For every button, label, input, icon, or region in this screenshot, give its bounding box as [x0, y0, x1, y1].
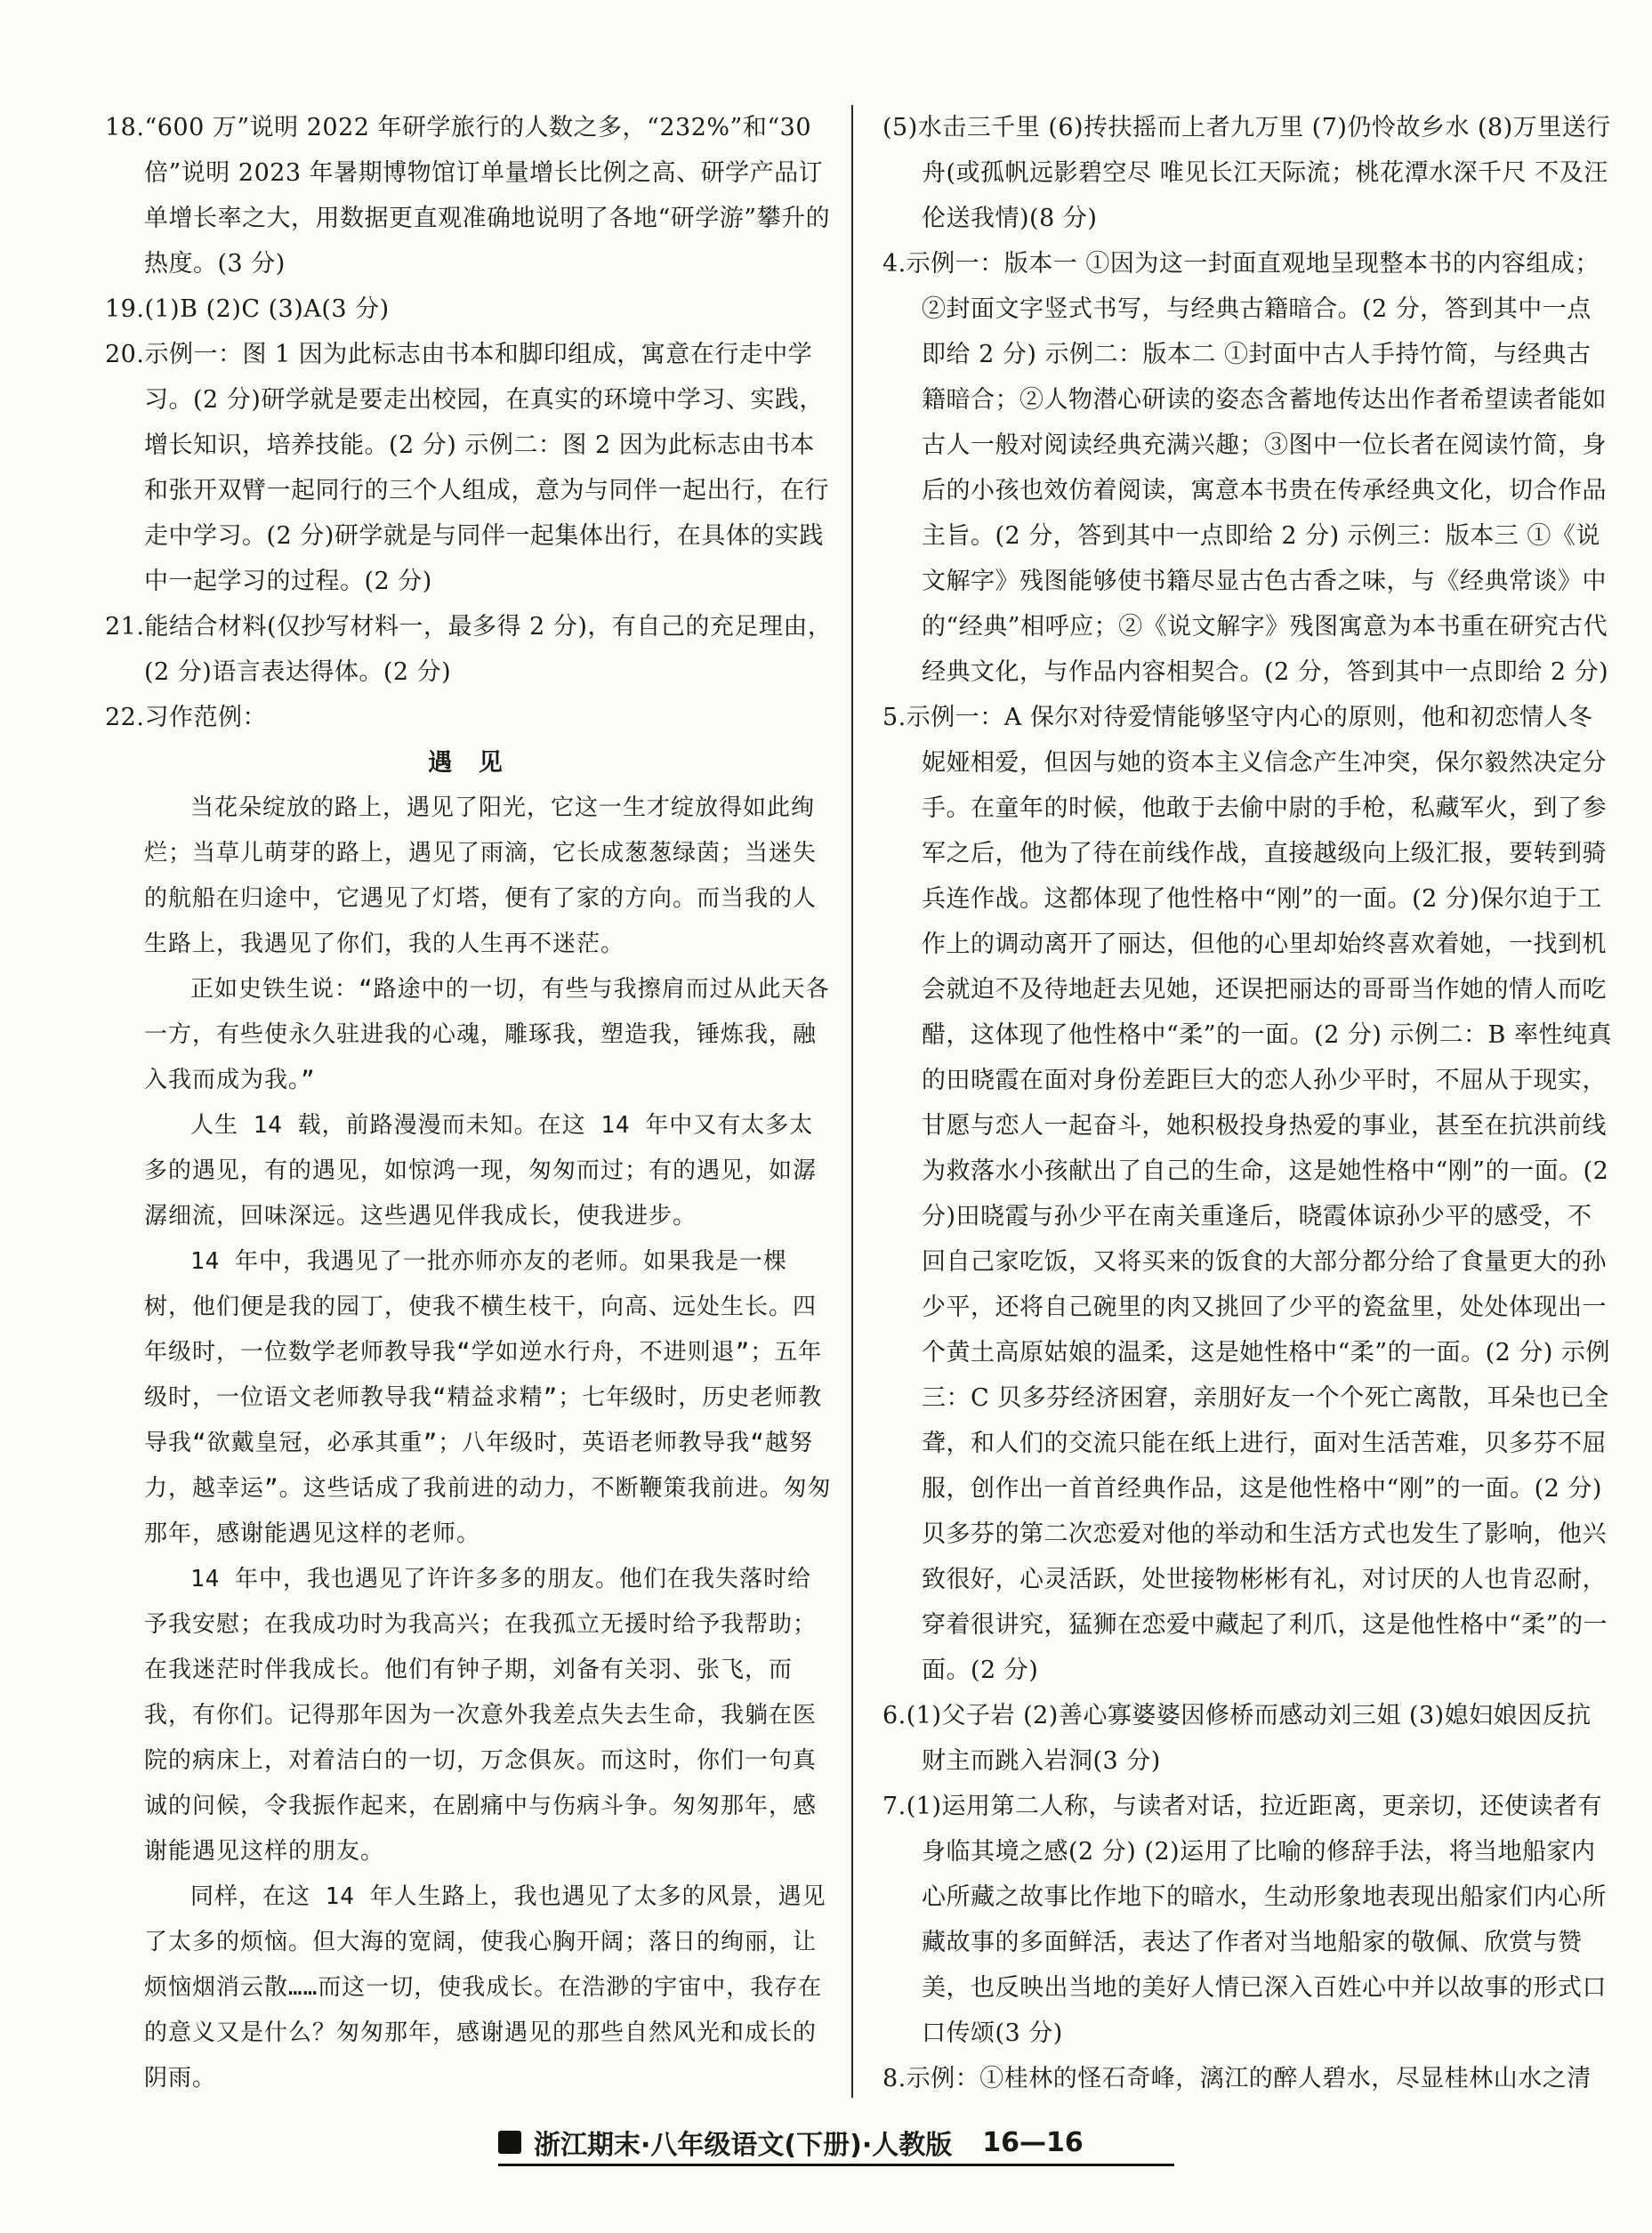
answer-item: (5)水击三千里 (6)抟扶摇而上者九万里 (7)仍怜故乡水 (8)万里送行舟(或孤帆远影碧空尽 唯见长江天际流；桃花潭水深千尺 不及汪伦送我情)(8 分)	[882, 114, 1611, 232]
answer-item: 5.示例一：A 保尔对待爱情能够坚守内心的原则，他和初恋情人冬妮娅相爱，但因与她的资本主义信念产生冲突，保尔毅然决定分手。在童年的时候，他敢于去偷中尉的手枪，私藏军火，到了参军之后，他为了待在前线作战，直接越级向上级汇报，要转到骑兵连作战。这都体现了他性格中“刚”的一面。(2 分)保尔迫于工作上的调动离开了丽达，但他的心里却始终喜欢着她，一找到机会就迫不及待地赶去见她，还误把丽达的哥哥当作她的情人而吃醋，这体现了他性格中“柔”的一面。(2 分) 示例二：B 率性纯真的田晓霞在面对身份差距巨大的恋人孙少平时，不屈从于现实，甘愿与恋人一起奋斗，她积极投身热爱的事业，甚至在抗洪前线为救落水小孩献出了自己的生命，这是她性格中“刚”的一面。(2 分)田晓霞与孙少平在南关重逢后，晓霞体谅孙少平的感受，不回自己家吃饭，又将买来的饭食的大部分都分给了食量更大的孙少平，还将自己碗里的肉又挑回了少平的瓷盆里，处处体现出一个黄土高原姑娘的温柔，这是她性格中“柔”的一面。(2 分) 示例三：C 贝多芬经济困窘，亲朋好友一个个死亡离散，耳朵也已全聋，和人们的交流只能在纸上进行，面对生活苦难，贝多芬不屈服，创作出一首首经典作品，这是他性格中“刚”的一面。(2 分)贝多芬的第二次恋爱对他的举动和生活方式也发生了影响，他兴致很好，心灵活跃，处世接物彬彬有礼，对讨厌的人也肯忍耐，穿着很讲究，猛狮在恋爱中藏起了利爪，这是他性格中“柔”的一面。(2 分)	[882, 704, 1612, 1684]
answer-item: 20.示例一：图 1 因为此标志由书本和脚印组成，寓意在行走中学习。(2 分)研学就是要走出校园，在真实的环境中学习、实践，增长知识，培养技能。(2 分) 示例二：图 2 因为此标志由书本和张开双臂一起同行的三个人组成，意为与同伴一起出行，在行走中学习。(2 分)研学就是与同伴一起集体出行，在具体的实践中一起学习的过程。(2 分)	[105, 341, 829, 595]
answer-item: 4.示例一：版本一 ①因为这一封面直观地呈现整本书的内容组成；②封面文字竖式书写，与经典古籍暗合。(2 分，答到其中一点即给 2 分) 示例二：版本二 ①封面中古人手持竹简，与经典古籍暗合；②人物潜心研读的姿态含蓄地传达出作者希望读者能如古人一般对阅读经典充满兴趣；③图中一位长者在阅读竹简，身后的小孩也效仿着阅读，寓意本书贵在传承经典文化，切合作品主旨。(2 分，答到其中一点即给 2 分) 示例三：版本三 ①《说文解字》残图能够使书籍尽显古色古香之味，与《经典常谈》中的“经典”相呼应；②《说文解字》残图寓意为本书重在研究古代经典文化，与作品内容相契合。(2 分，答到其中一点即给 2 分)	[882, 250, 1609, 686]
essay-paragraph: 同样，在这 14 年人生路上，我也遇见了太多的风景，遇见了太多的烦恼。但大海的宽阔，使我心胸开阔；落日的绚丽，让烦恼烟消云散……而这一切，使我成长。在浩渺的宇宙中，我存在的意义又是什么？匆匆那年，感谢遇见的那些自然风光和成长的阴雨。	[144, 1883, 826, 2092]
answer-item: 6.(1)父子岩 (2)善心寡婆婆因修桥而感动刘三姐 (3)媳妇娘因反抗财主而跳入岩洞(3 分)	[882, 1702, 1592, 1775]
right-column	[882, 105, 1612, 2098]
publisher-logo-icon	[498, 2131, 521, 2154]
column-divider	[851, 105, 853, 2098]
essay-paragraph: 人生 14 载，前路漫漫而未知。在这 14 年中又有太多太多的遇见，有的遇见，如惊鸿一现，匆匆而过；有的遇见，如潺潺细流，回味深远。这些遇见伴我成长，使我进步。	[144, 1112, 818, 1229]
answer-item: 22.习作范例：	[105, 704, 267, 731]
answer-item: 18.“600 万”说明 2022 年研学旅行的人数之多，“232%”和“30 倍”说明 2023 年暑期博物馆订单量增长比例之高、研学产品订单增长率之大，用数据更直观准确地说明了各地“研学游”攀升的热度。(3 分)	[105, 114, 831, 278]
footer-title: 浙江期末·八年级语文(下册)·人教版	[534, 2130, 953, 2161]
answer-item: 7.(1)运用第二人称，与读者对话，拉近距离，更亲切，还使读者有身临其境之感(2 分) (2)运用了比喻的修辞手法，将当地船家内心所藏之故事比作地下的暗水，生动形象地表现出船家们内心所藏故事的多面鲜活，表达了作者对当地船家的敬佩、欣赏与赞美，也反映出当地的美好人情已深入百姓心中并以故事的形式口口传颂(3 分)	[882, 1793, 1607, 2047]
essay-title: 遇 见	[428, 749, 512, 777]
footer-rule	[498, 2164, 1174, 2166]
answer-item: 19.(1)B (2)C (3)A(3 分)	[105, 295, 390, 323]
left-column	[105, 105, 834, 2098]
essay-paragraph: 14 年中，我遇见了一批亦师亦友的老师。如果我是一棵树，他们便是我的园丁，使我不横生枝干，向高、远处生长。四年级时，一位数学老师教导我“学如逆水行舟，不进则退”；五年级时，一位语文老师教导我“精益求精”；七年级时，历史老师教导我“欲戴皇冠，必承其重”；八年级时，英语老师教导我“越努力，越幸运”。这些话成了我前进的动力，不断鞭策我前进。匆匆那年，感谢能遇见这样的老师。	[144, 1248, 832, 1547]
answer-item: 8.示例：①桂林的怪石奇峰，漓江的醉人碧水，尽显桂林山水之清	[882, 2065, 1592, 2092]
answer-item: 21.能结合材料(仅抄写材料一，最多得 2 分)，有自己的充足理由，(2 分)语言表达得体。(2 分)	[105, 613, 833, 686]
essay-paragraph: 14 年中，我也遇见了许许多多的朋友。他们在我失落时给予我安慰；在我成功时为我高兴；在我孤立无援时给予我帮助；在我迷茫时伴我成长。他们有钟子期，刘备有关羽、张飞，而我，有你们。记得那年因为一次意外我差点失去生命，我躺在医院的病床上，对着洁白的一切，万念俱灰。而这时，你们一句真诚的问候，令我振作起来，在剧痛中与伤病斗争。匆匆那年，感谢能遇见这样的朋友。	[144, 1566, 818, 1865]
page-footer	[498, 2116, 1174, 2169]
essay-paragraph: 当花朵绽放的路上，遇见了阳光，它这一生才绽放得如此绚烂；当草儿萌芽的路上，遇见了雨滴，它长成葱葱绿茵；当迷失的航船在归途中，它遇见了灯塔，便有了家的方向。而当我的人生路上，我遇见了你们，我的人生再不迷茫。	[144, 794, 818, 957]
essay-paragraph: 正如史铁生说：“路途中的一切，有些与我擦肩而过从此天各一方，有些使永久驻进我的心魂，雕琢我，塑造我，锤炼我，融入我而成为我。”	[144, 976, 830, 1093]
page-number: 16—16	[982, 2126, 1084, 2158]
